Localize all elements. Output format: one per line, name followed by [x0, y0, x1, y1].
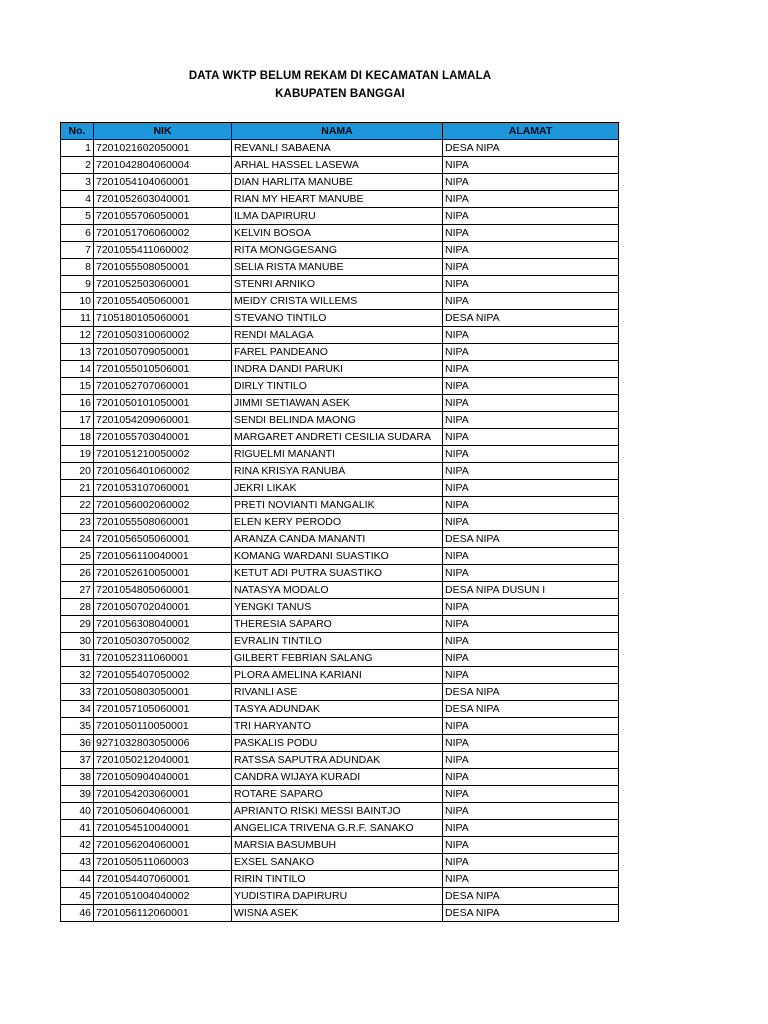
cell-nik: 7201050212040001 — [94, 752, 232, 769]
cell-no: 27 — [61, 582, 94, 599]
header-no: No. — [61, 123, 94, 140]
cell-nama: RITA MONGGESANG — [232, 242, 443, 259]
cell-alamat: NIPA — [443, 208, 619, 225]
cell-no: 44 — [61, 871, 94, 888]
cell-nik: 7201055703040001 — [94, 429, 232, 446]
cell-nik: 7201052707060001 — [94, 378, 232, 395]
cell-alamat: NIPA — [443, 871, 619, 888]
cell-nik: 7201052503060001 — [94, 276, 232, 293]
cell-nama: RIAN MY HEART MANUBE — [232, 191, 443, 208]
table-row — [61, 531, 619, 548]
cell-alamat: NIPA — [443, 174, 619, 191]
cell-nama: WISNA ASEK — [232, 905, 443, 922]
cell-no: 22 — [61, 497, 94, 514]
cell-alamat: NIPA — [443, 735, 619, 752]
cell-alamat: DESA NIPA — [443, 905, 619, 922]
cell-alamat: NIPA — [443, 718, 619, 735]
cell-alamat: NIPA — [443, 242, 619, 259]
table-row — [61, 565, 619, 582]
table-row — [61, 310, 619, 327]
table-row — [61, 650, 619, 667]
cell-no: 19 — [61, 446, 94, 463]
cell-nik: 7201052603040001 — [94, 191, 232, 208]
cell-nama: ANGELICA TRIVENA G.R.F. SANAKO — [232, 820, 443, 837]
cell-nama: STEVANO TINTILO — [232, 310, 443, 327]
cell-alamat: NIPA — [443, 378, 619, 395]
cell-nama: RATSSA SAPUTRA ADUNDAK — [232, 752, 443, 769]
cell-no: 28 — [61, 599, 94, 616]
cell-no: 33 — [61, 684, 94, 701]
table-row — [61, 888, 619, 905]
cell-nama: DIRLY TINTILO — [232, 378, 443, 395]
cell-alamat: DESA NIPA DUSUN I — [443, 582, 619, 599]
cell-no: 15 — [61, 378, 94, 395]
cell-no: 32 — [61, 667, 94, 684]
cell-nama: ARANZA CANDA MANANTI — [232, 531, 443, 548]
cell-alamat: NIPA — [443, 837, 619, 854]
cell-nik: 7201053107060001 — [94, 480, 232, 497]
table-row — [61, 225, 619, 242]
table-row — [61, 684, 619, 701]
table-row — [61, 293, 619, 310]
cell-alamat: NIPA — [443, 565, 619, 582]
cell-nama: KETUT ADI PUTRA SUASTIKO — [232, 565, 443, 582]
cell-alamat: NIPA — [443, 361, 619, 378]
cell-alamat: NIPA — [443, 446, 619, 463]
cell-alamat: NIPA — [443, 633, 619, 650]
cell-nik: 7201042804060004 — [94, 157, 232, 174]
cell-nik: 7201055010506001 — [94, 361, 232, 378]
cell-no: 10 — [61, 293, 94, 310]
table-row — [61, 497, 619, 514]
cell-alamat: NIPA — [443, 650, 619, 667]
table-row — [61, 276, 619, 293]
cell-no: 31 — [61, 650, 94, 667]
cell-alamat: NIPA — [443, 820, 619, 837]
cell-alamat: NIPA — [443, 344, 619, 361]
cell-nama: FAREL PANDEANO — [232, 344, 443, 361]
cell-alamat: NIPA — [443, 803, 619, 820]
cell-nama: RIGUELMI MANANTI — [232, 446, 443, 463]
table-row — [61, 361, 619, 378]
cell-nik: 7201057105060001 — [94, 701, 232, 718]
cell-nik: 7201050904040001 — [94, 769, 232, 786]
cell-nama: ROTARE SAPARO — [232, 786, 443, 803]
cell-nik: 9271032803050006 — [94, 735, 232, 752]
cell-alamat: DESA NIPA — [443, 684, 619, 701]
cell-alamat: DESA NIPA — [443, 531, 619, 548]
cell-nik: 7201056110040001 — [94, 548, 232, 565]
cell-nama: DIAN HARLITA MANUBE — [232, 174, 443, 191]
cell-nik: 7201050307050002 — [94, 633, 232, 650]
table-row — [61, 616, 619, 633]
table-row — [61, 667, 619, 684]
cell-nama: JEKRI LIKAK — [232, 480, 443, 497]
cell-no: 3 — [61, 174, 94, 191]
cell-nik: 7201054407060001 — [94, 871, 232, 888]
cell-alamat: NIPA — [443, 497, 619, 514]
cell-no: 37 — [61, 752, 94, 769]
cell-no: 43 — [61, 854, 94, 871]
cell-alamat: DESA NIPA — [443, 310, 619, 327]
cell-no: 35 — [61, 718, 94, 735]
table-row — [61, 735, 619, 752]
table-row — [61, 514, 619, 531]
table-row — [61, 174, 619, 191]
cell-alamat: NIPA — [443, 548, 619, 565]
cell-no: 30 — [61, 633, 94, 650]
cell-nik: 7201054209060001 — [94, 412, 232, 429]
cell-alamat: DESA NIPA — [443, 701, 619, 718]
table-row — [61, 429, 619, 446]
cell-no: 20 — [61, 463, 94, 480]
cell-no: 36 — [61, 735, 94, 752]
cell-no: 46 — [61, 905, 94, 922]
cell-no: 8 — [61, 259, 94, 276]
table-row — [61, 786, 619, 803]
cell-nik: 7201052311060001 — [94, 650, 232, 667]
cell-nik: 7201050604060001 — [94, 803, 232, 820]
cell-alamat: NIPA — [443, 191, 619, 208]
cell-nama: TASYA ADUNDAK — [232, 701, 443, 718]
cell-nik: 7201055706050001 — [94, 208, 232, 225]
table-row — [61, 854, 619, 871]
cell-nama: GILBERT FEBRIAN SALANG — [232, 650, 443, 667]
table-row — [61, 259, 619, 276]
cell-no: 42 — [61, 837, 94, 854]
cell-no: 14 — [61, 361, 94, 378]
table-header-row — [61, 123, 619, 140]
cell-nik: 7201056112060001 — [94, 905, 232, 922]
cell-nama: JIMMI SETIAWAN ASEK — [232, 395, 443, 412]
cell-alamat: NIPA — [443, 786, 619, 803]
cell-nik: 7201056308040001 — [94, 616, 232, 633]
table-row — [61, 769, 619, 786]
cell-nik: 7201050110050001 — [94, 718, 232, 735]
table-row — [61, 191, 619, 208]
cell-alamat: NIPA — [443, 616, 619, 633]
table-row — [61, 395, 619, 412]
table-row — [61, 718, 619, 735]
table-row — [61, 378, 619, 395]
cell-nik: 7201054203060001 — [94, 786, 232, 803]
cell-no: 1 — [61, 140, 94, 157]
table-row — [61, 463, 619, 480]
table-row — [61, 871, 619, 888]
cell-nik: 7201051210050002 — [94, 446, 232, 463]
cell-alamat: NIPA — [443, 752, 619, 769]
cell-nik: 7201021602050001 — [94, 140, 232, 157]
table-row — [61, 242, 619, 259]
table-row — [61, 344, 619, 361]
cell-nama: APRIANTO RISKI MESSI BAINTJO — [232, 803, 443, 820]
cell-nik: 7201054104060001 — [94, 174, 232, 191]
cell-nik: 7201056002060002 — [94, 497, 232, 514]
cell-no: 5 — [61, 208, 94, 225]
data-table — [60, 122, 619, 922]
cell-nama: YUDISTIRA DAPIRURU — [232, 888, 443, 905]
cell-alamat: DESA NIPA — [443, 888, 619, 905]
table-row — [61, 548, 619, 565]
cell-alamat: NIPA — [443, 412, 619, 429]
header-nik: NIK — [94, 123, 232, 140]
cell-alamat: NIPA — [443, 429, 619, 446]
document-subtitle: KABUPATEN BANGGAI — [275, 88, 405, 100]
cell-alamat: NIPA — [443, 514, 619, 531]
cell-no: 11 — [61, 310, 94, 327]
cell-nama: MARSIA BASUMBUH — [232, 837, 443, 854]
cell-nik: 7201055508060001 — [94, 514, 232, 531]
cell-no: 40 — [61, 803, 94, 820]
cell-nama: SENDI BELINDA MAONG — [232, 412, 443, 429]
cell-alamat: NIPA — [443, 395, 619, 412]
cell-alamat: NIPA — [443, 480, 619, 497]
cell-no: 39 — [61, 786, 94, 803]
cell-nik: 7201050709050001 — [94, 344, 232, 361]
cell-no: 26 — [61, 565, 94, 582]
header-nama: NAMA — [232, 123, 443, 140]
cell-nama: PRETI NOVIANTI MANGALIK — [232, 497, 443, 514]
cell-nik: 7201051004040002 — [94, 888, 232, 905]
cell-no: 9 — [61, 276, 94, 293]
cell-no: 2 — [61, 157, 94, 174]
table-row — [61, 412, 619, 429]
cell-no: 7 — [61, 242, 94, 259]
table-row — [61, 157, 619, 174]
cell-nama: NATASYA MODALO — [232, 582, 443, 599]
cell-alamat: NIPA — [443, 259, 619, 276]
cell-alamat: NIPA — [443, 276, 619, 293]
cell-nik: 7201055508050001 — [94, 259, 232, 276]
cell-alamat: NIPA — [443, 293, 619, 310]
cell-alamat: DESA NIPA — [443, 140, 619, 157]
cell-nama: CANDRA WIJAYA KURADI — [232, 769, 443, 786]
table-row — [61, 905, 619, 922]
cell-nama: TRI HARYANTO — [232, 718, 443, 735]
cell-nik: 7201056204060001 — [94, 837, 232, 854]
table-row — [61, 480, 619, 497]
cell-alamat: NIPA — [443, 157, 619, 174]
cell-nik: 7201055411060002 — [94, 242, 232, 259]
cell-no: 16 — [61, 395, 94, 412]
table-row — [61, 633, 619, 650]
cell-nama: RIVANLI ASE — [232, 684, 443, 701]
cell-no: 38 — [61, 769, 94, 786]
cell-alamat: NIPA — [443, 327, 619, 344]
cell-no: 25 — [61, 548, 94, 565]
cell-alamat: NIPA — [443, 854, 619, 871]
cell-nama: RENDI MALAGA — [232, 327, 443, 344]
cell-nama: EXSEL SANAKO — [232, 854, 443, 871]
cell-nama: PLORA AMELINA KARIANI — [232, 667, 443, 684]
table-row — [61, 208, 619, 225]
table-row — [61, 820, 619, 837]
cell-nama: MARGARET ANDRETI CESILIA SUDARA — [232, 429, 443, 446]
table-row — [61, 327, 619, 344]
cell-nama: RINA KRISYA RANUBA — [232, 463, 443, 480]
cell-nik: 7105180105060001 — [94, 310, 232, 327]
table-row — [61, 140, 619, 157]
cell-nama: REVANLI SABAENA — [232, 140, 443, 157]
cell-nik: 7201050310060002 — [94, 327, 232, 344]
cell-alamat: NIPA — [443, 463, 619, 480]
cell-nik: 7201054805060001 — [94, 582, 232, 599]
cell-alamat: NIPA — [443, 769, 619, 786]
cell-nik: 7201056401060002 — [94, 463, 232, 480]
table-row — [61, 582, 619, 599]
cell-no: 13 — [61, 344, 94, 361]
cell-nama: INDRA DANDI PARUKI — [232, 361, 443, 378]
cell-nama: ILMA DAPIRURU — [232, 208, 443, 225]
table-row — [61, 599, 619, 616]
cell-nama: YENGKI TANUS — [232, 599, 443, 616]
cell-no: 24 — [61, 531, 94, 548]
cell-no: 34 — [61, 701, 94, 718]
cell-nama: ARHAL HASSEL LASEWA — [232, 157, 443, 174]
cell-no: 12 — [61, 327, 94, 344]
cell-nama: KOMANG WARDANI SUASTIKO — [232, 548, 443, 565]
cell-nama: PASKALIS PODU — [232, 735, 443, 752]
cell-nama: THERESIA SAPARO — [232, 616, 443, 633]
cell-no: 6 — [61, 225, 94, 242]
cell-nik: 7201050702040001 — [94, 599, 232, 616]
cell-no: 29 — [61, 616, 94, 633]
table-row — [61, 446, 619, 463]
cell-alamat: NIPA — [443, 599, 619, 616]
table-body — [61, 140, 619, 922]
cell-nama: KELVIN BOSOA — [232, 225, 443, 242]
cell-no: 21 — [61, 480, 94, 497]
cell-nik: 7201051706060002 — [94, 225, 232, 242]
cell-nik: 7201050803050001 — [94, 684, 232, 701]
cell-no: 17 — [61, 412, 94, 429]
table-row — [61, 752, 619, 769]
table-row — [61, 803, 619, 820]
cell-no: 45 — [61, 888, 94, 905]
cell-alamat: NIPA — [443, 667, 619, 684]
cell-no: 18 — [61, 429, 94, 446]
cell-nik: 7201050101050001 — [94, 395, 232, 412]
cell-alamat: NIPA — [443, 225, 619, 242]
cell-nama: RIRIN TINTILO — [232, 871, 443, 888]
cell-nik: 7201055407050002 — [94, 667, 232, 684]
cell-nik: 7201054510040001 — [94, 820, 232, 837]
cell-no: 4 — [61, 191, 94, 208]
cell-nama: ELEN KERY PERODO — [232, 514, 443, 531]
cell-nama: STENRI ARNIKO — [232, 276, 443, 293]
cell-no: 41 — [61, 820, 94, 837]
cell-no: 23 — [61, 514, 94, 531]
cell-nik: 7201050511060003 — [94, 854, 232, 871]
cell-nik: 7201052610050001 — [94, 565, 232, 582]
table-row — [61, 701, 619, 718]
cell-nama: MEIDY CRISTA WILLEMS — [232, 293, 443, 310]
cell-nama: SELIA RISTA MANUBE — [232, 259, 443, 276]
table-row — [61, 837, 619, 854]
cell-nik: 7201055405060001 — [94, 293, 232, 310]
header-alamat: ALAMAT — [443, 123, 619, 140]
document-title: DATA WKTP BELUM REKAM DI KECAMATAN LAMALA — [188, 70, 492, 82]
cell-nik: 7201056505060001 — [94, 531, 232, 548]
cell-nama: EVRALIN TINTILO — [232, 633, 443, 650]
